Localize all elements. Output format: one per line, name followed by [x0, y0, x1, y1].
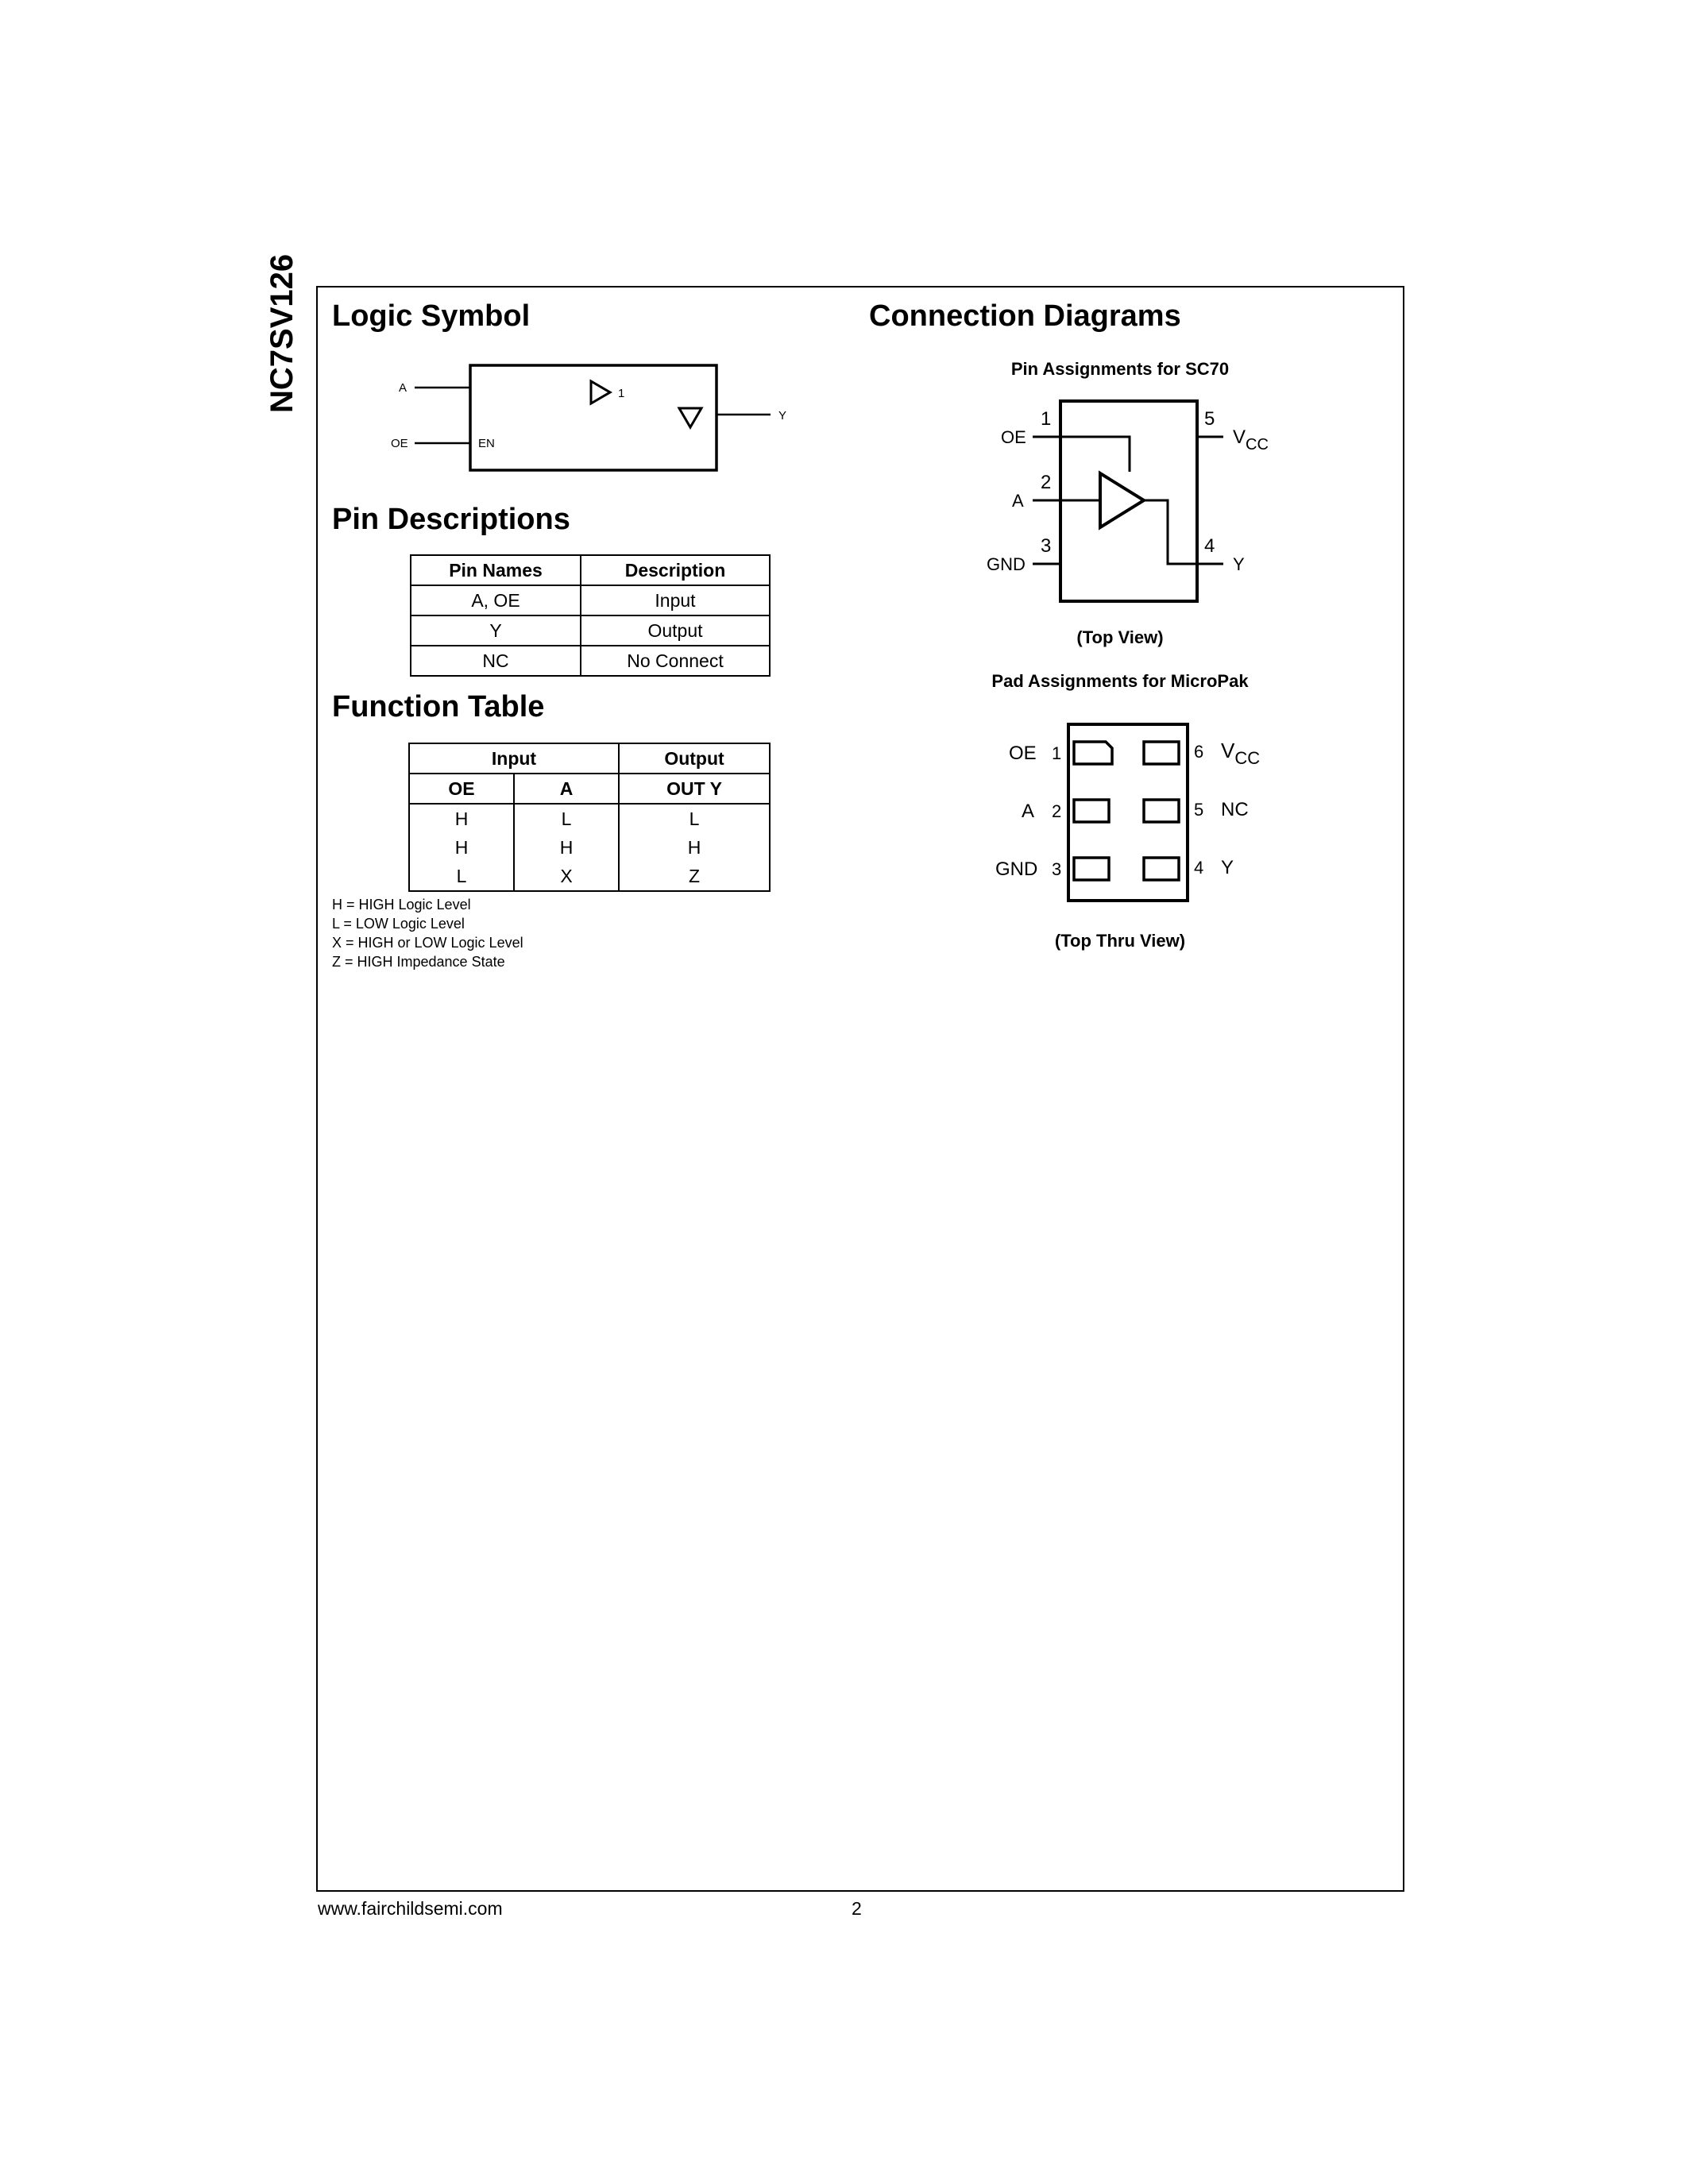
micropak-pin-number: 5 [1194, 800, 1204, 820]
table-group-header-row [409, 743, 770, 774]
sc70-view-label: (Top View) [1076, 627, 1164, 647]
table-cell: X [514, 862, 619, 891]
table-row [409, 833, 770, 862]
table-cell: Y [411, 615, 581, 646]
logic-input-a: A [399, 381, 408, 395]
function-table-legend [332, 895, 523, 971]
micropak-pin-number: 4 [1194, 858, 1204, 878]
sc70-pin-number: 5 [1204, 408, 1215, 430]
table-header-cell: A [514, 774, 619, 804]
micropak-pin-label: NC [1221, 799, 1249, 820]
sc70-pin-number: 3 [1041, 535, 1052, 557]
table-row [409, 862, 770, 891]
table-cell: NC [411, 646, 581, 676]
table-cell: H [409, 833, 514, 862]
footer-url: www.fairchildsemi.com [318, 1898, 503, 1919]
micropak-pin-label: GND [995, 859, 1038, 880]
page-number: 2 [852, 1898, 862, 1919]
table-cell: Output [581, 615, 770, 646]
function-table [408, 743, 771, 892]
micropak-pin-label: Y [1221, 857, 1234, 878]
micropak-pin-label: A [1022, 801, 1035, 822]
table-cell: H [409, 804, 514, 833]
table-cell: L [619, 804, 770, 833]
table-cell: No Connect [581, 646, 770, 676]
logic-symbol-diagram [381, 349, 810, 484]
logic-input-oe: OE [391, 437, 408, 450]
table-cell: H [514, 833, 619, 862]
micropak-view-label: (Top Thru View) [1054, 931, 1186, 951]
sc70-pin-label-vcc: $V_{CC}$ [1233, 426, 1269, 453]
legend-line: Z = HIGH Impedance State [332, 954, 505, 970]
micropak-pin-number: 6 [1194, 742, 1204, 762]
table-row [411, 585, 770, 615]
legend-line: H = HIGH Logic Level [332, 897, 471, 913]
logic-en-label: EN [478, 437, 495, 450]
sc70-pinout-diagram [977, 389, 1279, 619]
pin-descriptions-table [410, 554, 771, 677]
table-header-cell: Pin Names [411, 555, 581, 585]
table-header-cell: Input [409, 743, 619, 774]
table-header-cell: OE [409, 774, 514, 804]
table-cell: L [409, 862, 514, 891]
sc70-pin-label: GND [987, 554, 1026, 574]
sc70-pin-number: 4 [1204, 535, 1215, 557]
sc70-pin-label: OE [1001, 427, 1026, 447]
function-table-heading: Function Table [332, 690, 545, 723]
logic-symbol-heading: Logic Symbol [332, 299, 531, 333]
table-header-row [411, 555, 770, 585]
logic-buffer-label: 1 [618, 387, 625, 400]
table-header-row [409, 774, 770, 804]
table-header-cell: Description [581, 555, 770, 585]
table-cell: Input [581, 585, 770, 615]
sc70-pin-number: 1 [1041, 408, 1052, 430]
connection-diagrams-heading: Connection Diagrams [869, 299, 1181, 333]
sc70-pin-label: A [1012, 491, 1024, 511]
table-cell: H [619, 833, 770, 862]
sc70-pin-number: 2 [1041, 472, 1052, 493]
legend-line: L = LOW Logic Level [332, 916, 465, 932]
table-header-cell: Output [619, 743, 770, 774]
table-cell: A, OE [411, 585, 581, 615]
logic-output-y: Y [778, 409, 787, 423]
micropak-pinout-diagram [985, 715, 1279, 905]
micropak-pin-number: 3 [1052, 859, 1062, 879]
table-cell: Z [619, 862, 770, 891]
table-header-cell: OUT Y [619, 774, 770, 804]
sc70-pin-label: Y [1233, 554, 1245, 574]
micropak-pin-number: 1 [1052, 743, 1062, 763]
table-row [411, 615, 770, 646]
part-number-vertical: NC7SV126 [265, 253, 299, 413]
micropak-pin-label: OE [1009, 743, 1037, 764]
legend-line: X = HIGH or LOW Logic Level [332, 935, 523, 951]
micropak-pin-label-vcc: $V_{CC}$ [1221, 739, 1261, 768]
pin-descriptions-heading: Pin Descriptions [332, 503, 570, 536]
table-row [411, 646, 770, 676]
table-row [409, 804, 770, 833]
table-cell: L [514, 804, 619, 833]
sc70-title: Pin Assignments for SC70 [1010, 359, 1230, 379]
micropak-pin-number: 2 [1052, 801, 1062, 821]
micropak-title: Pad Assignments for MicroPak [991, 671, 1249, 691]
